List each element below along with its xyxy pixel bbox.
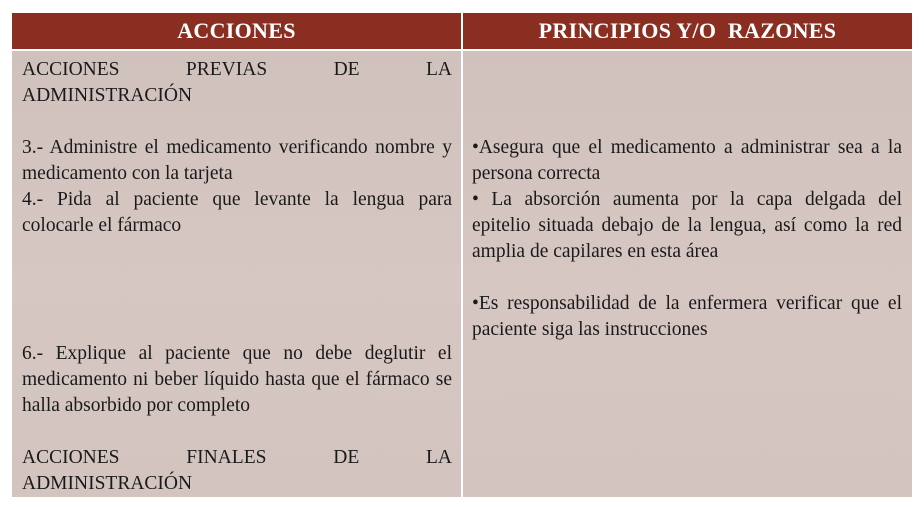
actions-table (12, 13, 912, 497)
reason-correct-person: •Asegura que el medicamento a administrar sea a la persona correcta (472, 137, 902, 184)
step-6-text: 6.- Explique al paciente que no debe deglutir el medicamento ni beber líquido hasta que el fármaco se halla absorbido por completo (22, 343, 452, 416)
acciones-finales-heading-line2: ADMINISTRACIÓN (22, 473, 193, 494)
acciones-previas-heading: ACCIONES PREVIAS DE LA (22, 59, 452, 80)
header-principios: PRINCIPIOS Y/O RAZONES (538, 18, 837, 43)
acciones-finales-heading: ACCIONES FINALES DE LA (22, 447, 452, 468)
reason-nurse-responsibility: •Es responsabilidad de la enfermera verificar que el paciente siga las instrucciones (472, 293, 902, 340)
step-3-text: 3.- Administre el medicamento verificando nombre y medicamento con la tarjeta (22, 137, 452, 184)
step-4-text: 4.- Pida al paciente que levante la lengua para colocarle el fármaco (22, 189, 452, 236)
principios-cell (472, 57, 902, 343)
header-acciones: ACCIONES (177, 18, 296, 43)
acciones-cell (22, 57, 452, 497)
reason-absorption: • La absorción aumenta por la capa delgada del epitelio situada debajo de la lengua, así como la red amplia de capilares en esta área (472, 189, 902, 262)
acciones-previas-heading-line2: ADMINISTRACIÓN (22, 85, 193, 106)
column-divider (461, 13, 463, 497)
